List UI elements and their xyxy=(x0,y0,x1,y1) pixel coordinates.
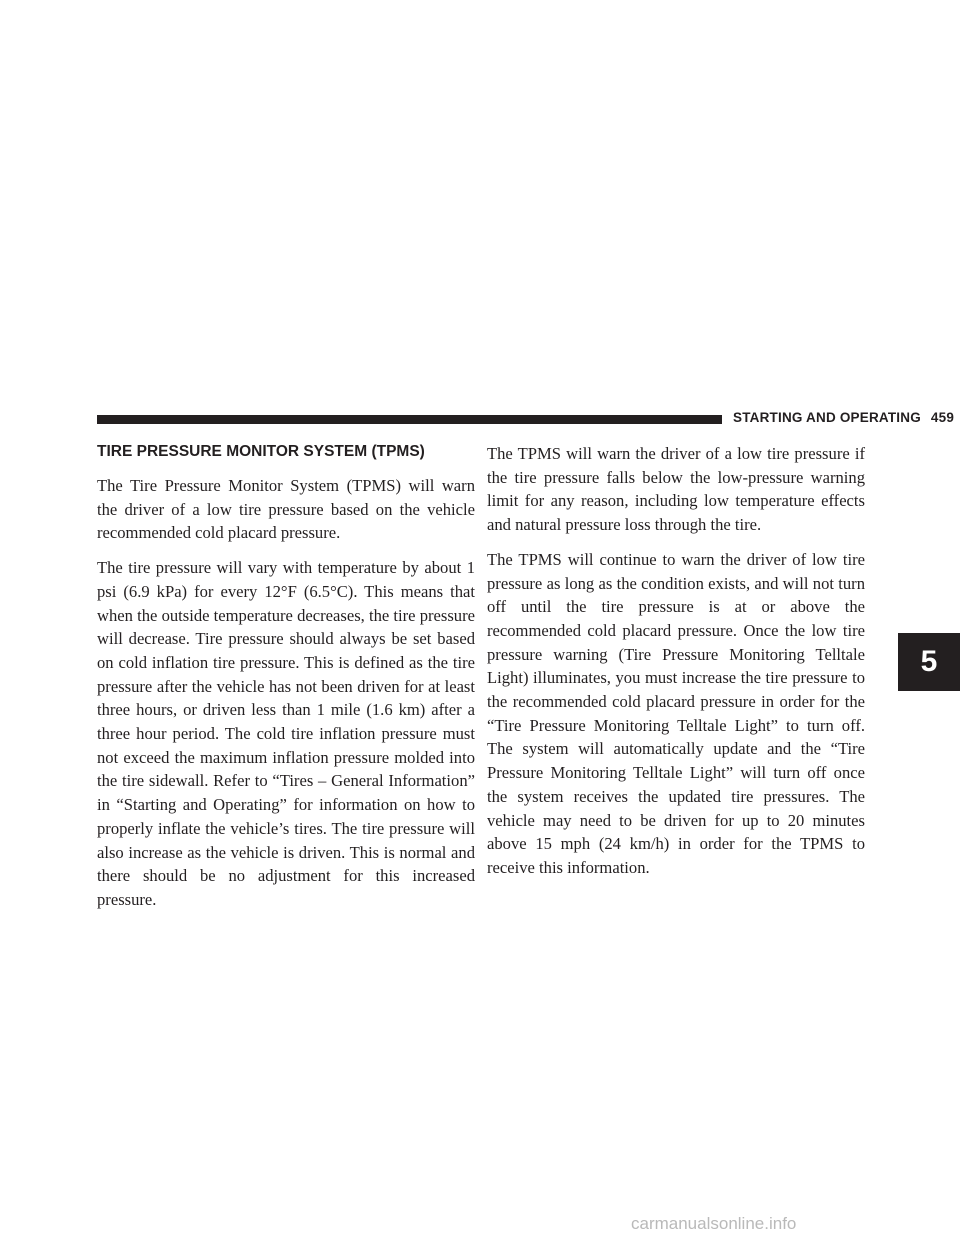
section-name: STARTING AND OPERATING xyxy=(733,410,921,425)
paragraph-continue-warning: The TPMS will continue to warn the driver of low tire pressure as long as the condition exists, and will not turn off until the tire pressure is at or above the recommended cold placard pressure. Once the low tire pressure warning (Tire Pressure Monitoring Telltale Light) illuminates, you must increase the tire pressure to the recommended cold placard pressure in order for the “Tire Pressure Monitoring Telltale Light” to turn off. The system will automatically update and the “Tire Pressure Monitoring Telltale Light” will turn off once the system receives the updated tire pressures. The vehicle may need to be driven for up to 20 minutes above 15 mph (24 km/h) in order for the TPMS to receive this information. xyxy=(487,549,865,877)
running-header xyxy=(733,410,954,425)
page-number: 459 xyxy=(930,410,955,425)
paragraph-intro: The Tire Pressure Monitor System (TPMS) will warn the driver of a low tire pressure based on the vehicle recommended cold placard pressure. xyxy=(97,476,475,543)
header-rule xyxy=(97,415,722,424)
watermark: carmanualsonline.info xyxy=(631,1214,797,1233)
chapter-tab: 5 xyxy=(898,633,960,691)
paragraph-warning: The TPMS will warn the driver of a low tire pressure if the tire pressure falls below the low-pressure warning limit for any reason, including low temperature effects and natural pressure loss through the tire. xyxy=(487,444,865,535)
right-column xyxy=(487,442,865,891)
section-title: TIRE PRESSURE MONITOR SYSTEM (TPMS) xyxy=(97,443,425,460)
left-column xyxy=(97,442,475,923)
paragraph-temperature: The tire pressure will vary with temperature by about 1 psi (6.9 kPa) for every 12°F (6.5°C). This means that when the outside temperature decreases, the tire pressure will decrease. Tire pressure should always be set based on cold inflation tire pressure. This is defined as the tire pressure after the vehicle has not been driven for at least three hours, or driven less than 1 mile (1.6 km) after a three hour period. The cold tire inflation pressure must not exceed the maximum inflation pressure molded into the tire sidewall. Refer to “Tires – General Information” in “Starting and Operating” for information on how to properly inflate the vehicle’s tires. The tire pressure will also increase as the vehicle is driven. This is normal and there should be no adjustment for this increased pressure. xyxy=(97,558,475,909)
